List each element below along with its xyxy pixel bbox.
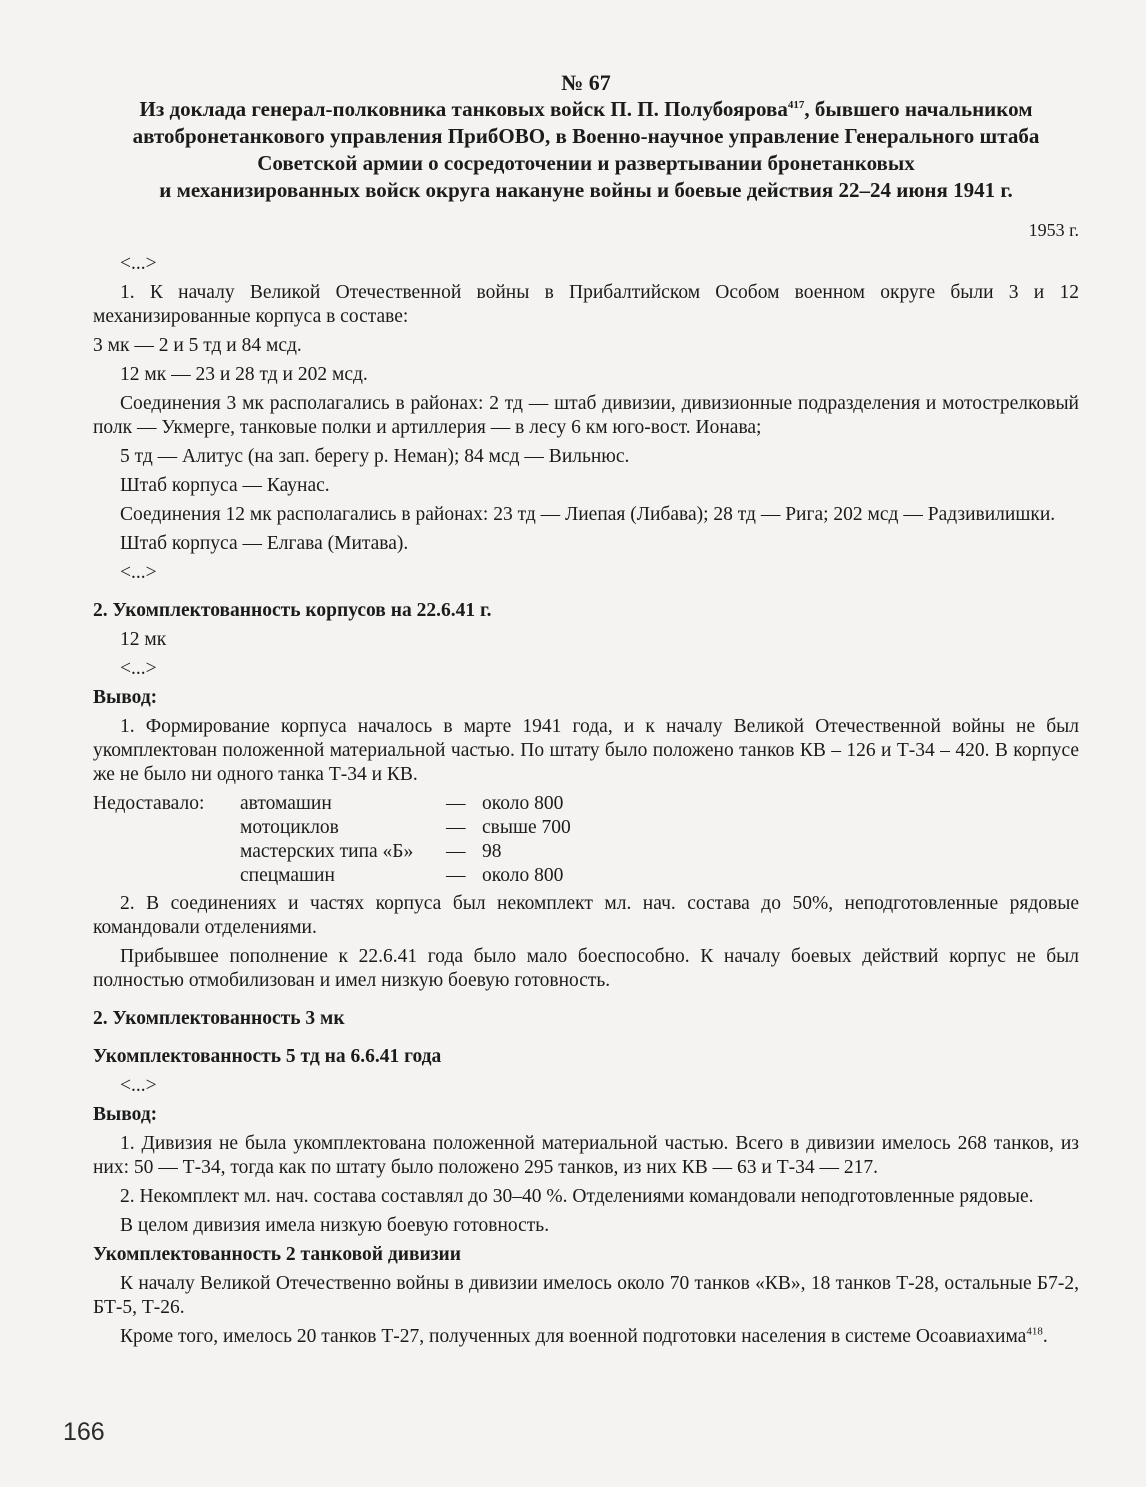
conclusion-heading: Вывод: (93, 687, 158, 708)
paragraph: 1. Дивизия не была укомплектована положенной материальной частью. Всего в дивизии имелось 268 танков, из них: 50 — Т-34, тогда как по штату было положено 295 танков, из них КВ — 63 и Т-34 — 217. (93, 1133, 1079, 1178)
table-row: мастерских типа «Б» — 98 (240, 841, 502, 862)
document-page (93, 70, 1079, 1354)
paragraph: 5 тд — Алитус (на зап. берегу р. Неман); 84 мсд — Вильнюс. (120, 446, 630, 467)
ellipsis: <...> (120, 658, 157, 679)
paragraph: Кроме того, имелось 20 танков Т-27, полученных для военной подготовки населения в системе Осоавиахима$^{418}$. (120, 1325, 1048, 1347)
paragraph: Штаб корпуса — Каунас. (120, 475, 330, 496)
paragraph: 1. К началу Великой Отечественной войны в Прибалтийском Особом военном округе были 3 и 12 механизированные корпуса в составе: (93, 282, 1079, 327)
ellipsis: <...> (120, 253, 157, 274)
document-date: 1953 г. (1028, 220, 1079, 240)
page-number: 166 (63, 1418, 105, 1446)
paragraph: В целом дивизия имела низкую боевую готовность. (120, 1215, 550, 1236)
section-heading: Укомплектованность 2 танковой дивизии (93, 1244, 462, 1265)
footnote-ref-418: 418 (1026, 1325, 1043, 1338)
paragraph: 1. Формирование корпуса началось в марте 1941 года, и к началу Великой Отечественной войны не был укомплектован положенной материальной частью. По штату было положено танков КВ – 126 и Т-34 – 420. В корпусе же не было ни одного танка Т-34 и КВ. (93, 716, 1079, 785)
table-row: мотоциклов — свыше 700 (240, 817, 571, 838)
footnote-ref-417: 417 (787, 99, 805, 111)
paragraph: Штаб корпуса — Елгава (Митава). (120, 533, 409, 554)
table-row: Недоставало: автомашин — около 800 (93, 793, 564, 814)
ellipsis: <...> (120, 562, 157, 583)
ellipsis: <...> (120, 1075, 157, 1096)
paragraph: 12 мк — 23 и 28 тд и 202 мсд. (120, 364, 368, 385)
section-heading: Укомплектованность 5 тд на 6.6.41 года (93, 1046, 442, 1067)
paragraph: 2. В соединениях и частях корпуса был некомплект мл. нач. состава до 50%, неподготовленные рядовые командовали отделениями. (93, 893, 1079, 938)
document-title: Из доклада генерал-полковника танковых войск П. П. Полубоярова$^{417}$, бывшего начальником автобронетанкового управления ПрибОВО, в Военно-научное управление Генерального штаба Советской армии о сосредоточении и развертывании бронетанковых и механизированных войск округа накануне войны и боевые действия 22–24 июня 1941 г. (132, 97, 1040, 202)
section-heading: 2. Укомплектованность корпусов на 22.6.41 г. (93, 600, 492, 621)
paragraph: Соединения 12 мк располагались в районах: 23 тд — Лиепая (Либава); 28 тд — Рига; 202 мсд — Радзивилишки. (120, 504, 1056, 525)
table-row: спецмашин — около 800 (240, 865, 564, 886)
paragraph: Соединения 3 мк располагались в районах: 2 тд — штаб дивизии, дивизионные подразделения и мотострелковый полк — Укмерге, танковые полки и артиллерия — в лесу 6 км юго-вост. Ионава; (93, 393, 1079, 438)
shortage-label: Недоставало: (93, 793, 205, 814)
paragraph: 2. Некомплект мл. нач. состава составлял до 30–40 %. Отделениями командовали неподготовленные рядовые. (120, 1186, 1034, 1207)
paragraph: 3 мк — 2 и 5 тд и 84 мсд. (93, 335, 302, 356)
document-number: № 67 (561, 70, 611, 95)
section-heading: 2. Укомплектованность 3 мк (93, 1008, 345, 1029)
paragraph: Прибывшее пополнение к 22.6.41 года было мало боеспособно. К началу боевых действий корпус не был полностью отмобилизован и имел низкую боевую готовность. (93, 946, 1079, 991)
paragraph: 12 мк (120, 629, 167, 650)
conclusion-heading: Вывод: (93, 1104, 158, 1125)
shortage-table (93, 792, 571, 888)
paragraph: К началу Великой Отечественно войны в дивизии имелось около 70 танков «КВ», 18 танков Т-28, остальные Б7-2, БТ-5, Т-26. (93, 1273, 1079, 1318)
